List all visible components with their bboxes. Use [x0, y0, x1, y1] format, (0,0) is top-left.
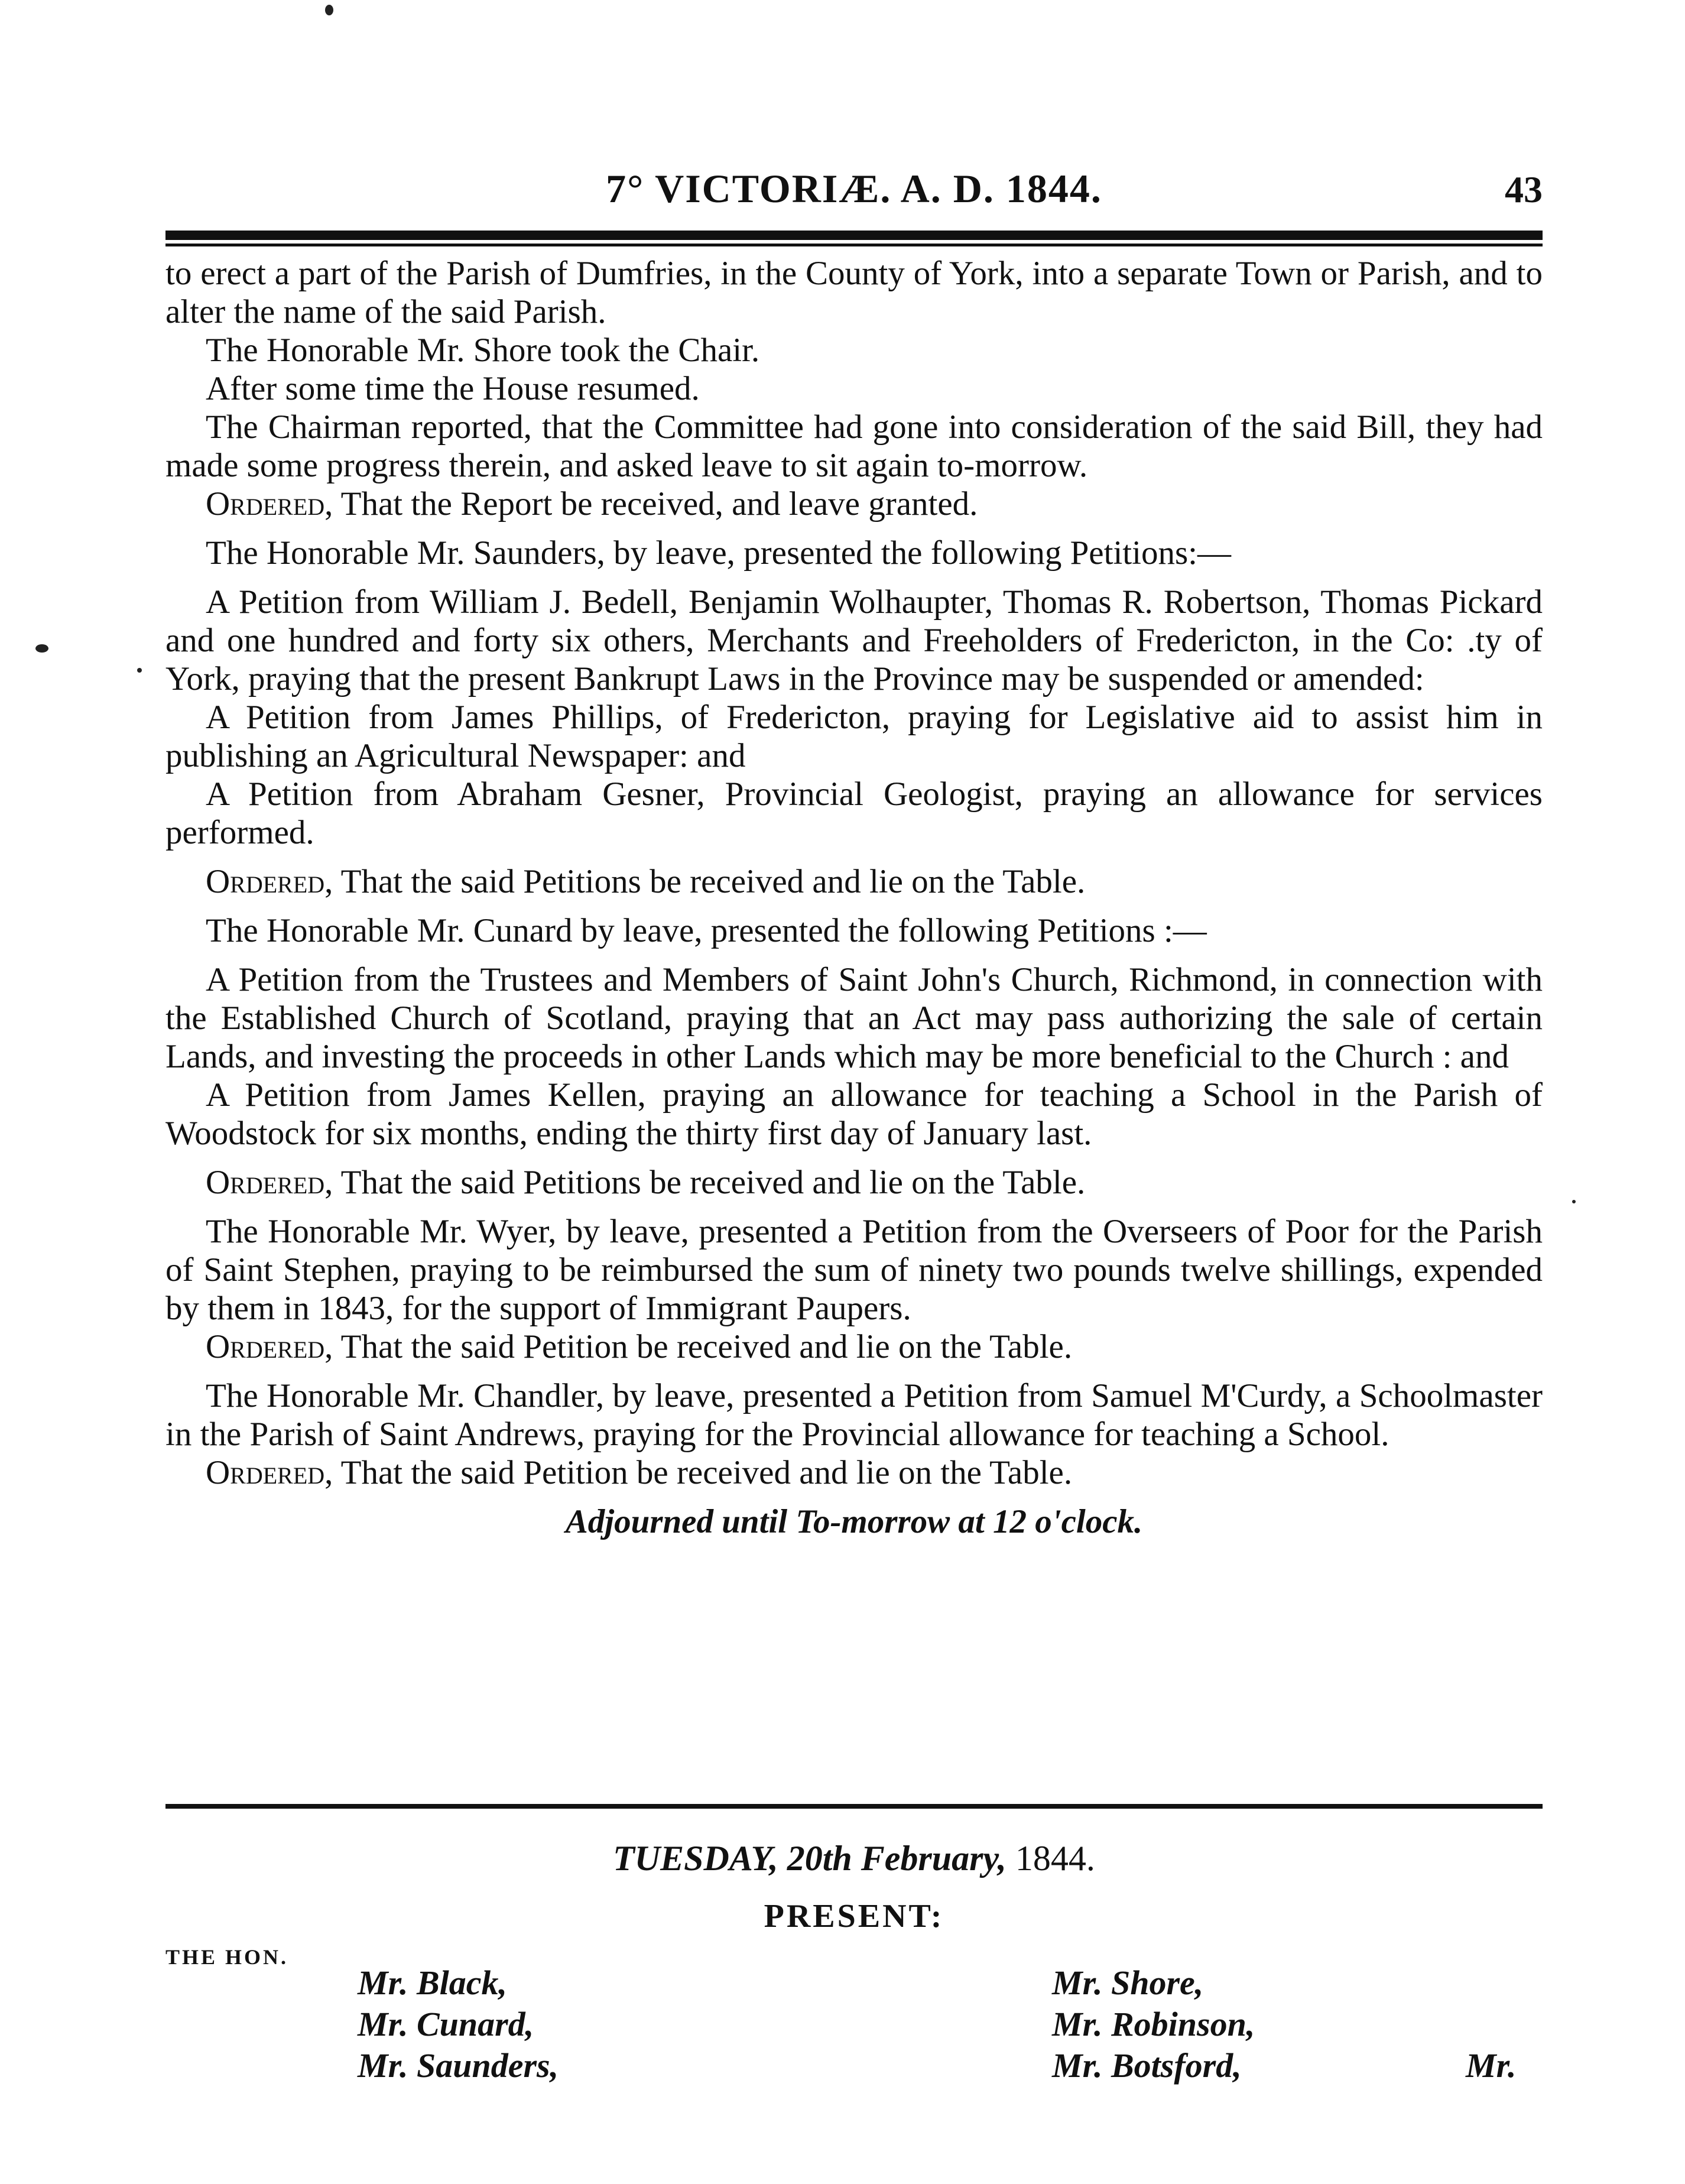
- ordered-lead: Ordered,: [206, 485, 333, 523]
- ordered-text: That the said Petitions be received and lie on the Table.: [333, 1164, 1086, 1201]
- ordered-lead: Ordered,: [206, 1164, 333, 1201]
- member-name: Mr. Botsford,: [1052, 2046, 1242, 2085]
- present-heading: PRESENT:: [764, 1898, 944, 1935]
- journal-body: [165, 254, 1543, 1541]
- paragraph: The Honorable Mr. Chandler, by leave, presented a Petition from Samuel M'Curdy, a Schoolmaster in the Parish of Saint Andrews, praying for the Provincial allowance for teaching a School.: [165, 1377, 1543, 1453]
- ordered-lead: Ordered,: [206, 863, 333, 900]
- section-rule: [165, 1804, 1543, 1809]
- ordered-text: That the Report be received, and leave granted.: [333, 485, 978, 523]
- paragraph: The Honorable Mr. Shore took the Chair.: [206, 332, 760, 369]
- member-name: Mr. Black,: [358, 1964, 507, 2002]
- paragraph: The Chairman reported, that the Committee had gone into consideration of the said Bill, they had made some progress therein, and asked leave to sit again to-morrow.: [165, 408, 1543, 484]
- ordered-text: That the said Petition be received and lie on the Table.: [333, 1328, 1073, 1365]
- ordered-lead: Ordered,: [206, 1454, 333, 1491]
- session-date: [165, 1838, 1543, 1879]
- member-name: Mr.: [1466, 2046, 1517, 2085]
- paragraph: The Honorable Mr. Cunard by leave, presented the following Petitions :—: [206, 912, 1207, 949]
- members-extra: [1466, 2045, 1516, 2086]
- header-title: 7° VICTORIÆ. A. D. 1844.: [606, 166, 1102, 211]
- member-name: Mr. Saunders,: [358, 2046, 559, 2085]
- paragraph: The Honorable Mr. Wyer, by leave, presented a Petition from the Overseers of Poor for the Parish of Saint Stephen, praying to be reimbursed the sum of ninety two pounds twelve shillings, expended by them in 1843, for the support of Immigrant Paupers.: [165, 1213, 1543, 1327]
- paragraph: After some time the House resumed.: [206, 370, 700, 407]
- paragraph: A Petition from James Kellen, praying an allowance for teaching a School in the Parish of Woodstock for six months, ending the thirty first day of January last.: [165, 1076, 1543, 1152]
- paragraph: A Petition from William J. Bedell, Benjamin Wolhaupter, Thomas R. Robertson, Thomas Pickard and one hundred and forty six others, Merchants and Freeholders of Fredericton, in the Co: .ty of York, praying that the present Bankrupt Laws in the Province may be suspended or amended:: [165, 583, 1543, 697]
- paragraph: A Petition from the Trustees and Members of Saint John's Church, Richmond, in connection with the Established Church of Scotland, praying that an Act may pass authorizing the sale of certain Lands, and investing the proceeds in other Lands which may be more beneficial to the Church : and: [165, 961, 1543, 1075]
- scan-speck: [35, 644, 48, 653]
- scan-speck: [1572, 1200, 1576, 1203]
- page-number: 43: [1505, 168, 1543, 210]
- member-name: Mr. Cunard,: [358, 2005, 534, 2043]
- hon-label: THE HON.: [165, 1945, 289, 1969]
- member-name: Mr. Robinson,: [1052, 2005, 1255, 2043]
- members-left-column: [358, 1962, 559, 2086]
- running-header: [165, 165, 1543, 213]
- header-rule: [165, 231, 1543, 240]
- ordered-paragraph: [165, 1453, 1543, 1492]
- paragraph: A Petition from Abraham Gesner, Provincial Geologist, praying an allowance for services performed.: [165, 775, 1543, 851]
- scan-speck: [137, 668, 142, 673]
- paragraph: A Petition from James Phillips, of Fredericton, praying for Legislative aid to assist him in publishing an Agricultural Newspaper: and: [165, 699, 1543, 774]
- ordered-paragraph: [165, 862, 1543, 901]
- members-right-column: [1052, 1962, 1255, 2086]
- session-date-text: 20th February,: [787, 1839, 1007, 1878]
- adjournment-line: Adjourned until To-morrow at 12 o'clock.: [565, 1503, 1143, 1540]
- ordered-text: That the said Petition be received and lie on the Table.: [333, 1454, 1073, 1491]
- paragraph: The Honorable Mr. Saunders, by leave, presented the following Petitions:—: [206, 534, 1231, 572]
- member-name: Mr. Shore,: [1052, 1964, 1204, 2002]
- session-year: 1844.: [1015, 1839, 1095, 1878]
- ordered-paragraph: [165, 485, 1543, 523]
- session-day: TUESDAY,: [613, 1839, 778, 1878]
- header-rule-thin: [165, 244, 1543, 246]
- scan-speck: [325, 5, 333, 15]
- ordered-paragraph: [165, 1328, 1543, 1366]
- ordered-text: That the said Petitions be received and lie on the Table.: [333, 863, 1086, 900]
- ordered-lead: Ordered,: [206, 1328, 333, 1365]
- ordered-paragraph: [165, 1163, 1543, 1202]
- paragraph: to erect a part of the Parish of Dumfries, in the County of York, into a separate Town or Parish, and to alter the name of the said Parish.: [165, 255, 1543, 330]
